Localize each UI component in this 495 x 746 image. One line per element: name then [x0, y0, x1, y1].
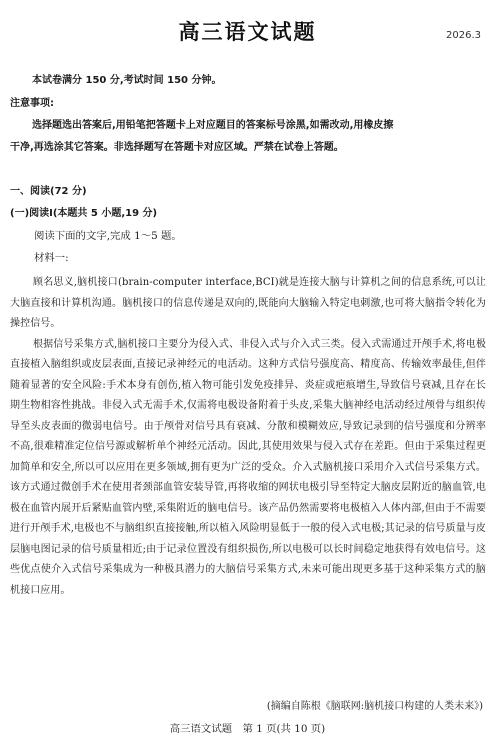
passage-source: (摘编自陈根《脑联网:脑机接口构建的人类未来》)	[266, 701, 483, 712]
section-heading: 一、阅读(72 分)	[10, 186, 87, 197]
passage	[10, 273, 486, 601]
section-subheading: (一)阅读Ⅰ(本题共 5 小题,19 分)	[10, 208, 158, 219]
section-instruction: 阅读下面的文字,完成 1～5 题。	[34, 230, 182, 242]
material-label: 材料一:	[34, 252, 69, 264]
exam-intro: 本试卷满分 150 分,考试时间 150 分钟。	[32, 75, 222, 86]
notes-line-1: 选择题选出答案后,用铅笔把答题卡上对应题目的答案标号涂黑,如需改动,用橡皮擦	[32, 120, 394, 131]
passage-paragraph-1: 顾名思义,脑机接口(brain-computer interface,BCI)就是连接大脑与计算机之间的信息系统,可以让大脑直接和计算机沟通。脑机接口的信息传递是双向的,既能向大脑输入特定电刺激,也可将大脑指令转化为操控信号。	[10, 277, 487, 329]
notes-heading: 注意事项:	[10, 98, 54, 109]
page-footer: 高三语文试题 第 1 页(共 10 页)	[169, 723, 326, 735]
passage-paragraph-2: 根据信号采集方式,脑机接口主要分为侵入式、非侵入式与介入式三类。侵入式需通过开颅手术,将电极直接植入脑组织或皮层表面,直接记录神经元的电活动。这种方式信号强度高、精度高、传输效率最佳,但伴随着显著的安全风险:手术本身有创伤,植入物可能引发免疫排异、炎症或疤痕增生,导致信号衰减,且存在长期生物相容性挑战。非侵入式无需手术,仅需将电极设备附着于头皮,采集大脑神经电活动经过颅骨与组织传导至头皮表面的微弱电信号。由于颅骨对信号具有衰减、分散和模糊效应,导致记录到的信号强度和分辨率不高,很难精准定位信号源或解析单个神经元活动。因此,其使用效果与侵入式存在差距。但由于采集过程更加简单和安全,所以可以应用在更多领域,拥有更为广泛的受众。介入式脑机接口采用介入式信号采集方式。该方式通过微创手术在使用者颈部血管安装导管,再将收缩的网状电极引导至特定大脑皮层附近的脑血管,电极在血管内展开后紧贴血管内壁,采集附近的脑电信号。该产品仍然需要将电极植入人体内部,但由于不需要进行开颅手术,电极也不与脑组织直接接触,所以植入风险明显低于一般的侵入式电极;其记录的信号质量与皮层脑电图记录的信号质量相近;由于记录位置没有组织损伤,所以电极可以长时间稳定地获得有效电信号。这些优点使介入式信号采集成为一种极具潜力的大脑信号采集方式,未来可能出现更多基于这种采集方式的脑机接口应用。	[10, 338, 487, 596]
exam-title: 高三语文试题	[178, 20, 317, 44]
notes-line-2: 干净,再选涂其它答案。非选择题写在答题卡对应区域。严禁在试卷上答题。	[10, 142, 344, 153]
exam-date: 2026.3	[446, 30, 481, 41]
